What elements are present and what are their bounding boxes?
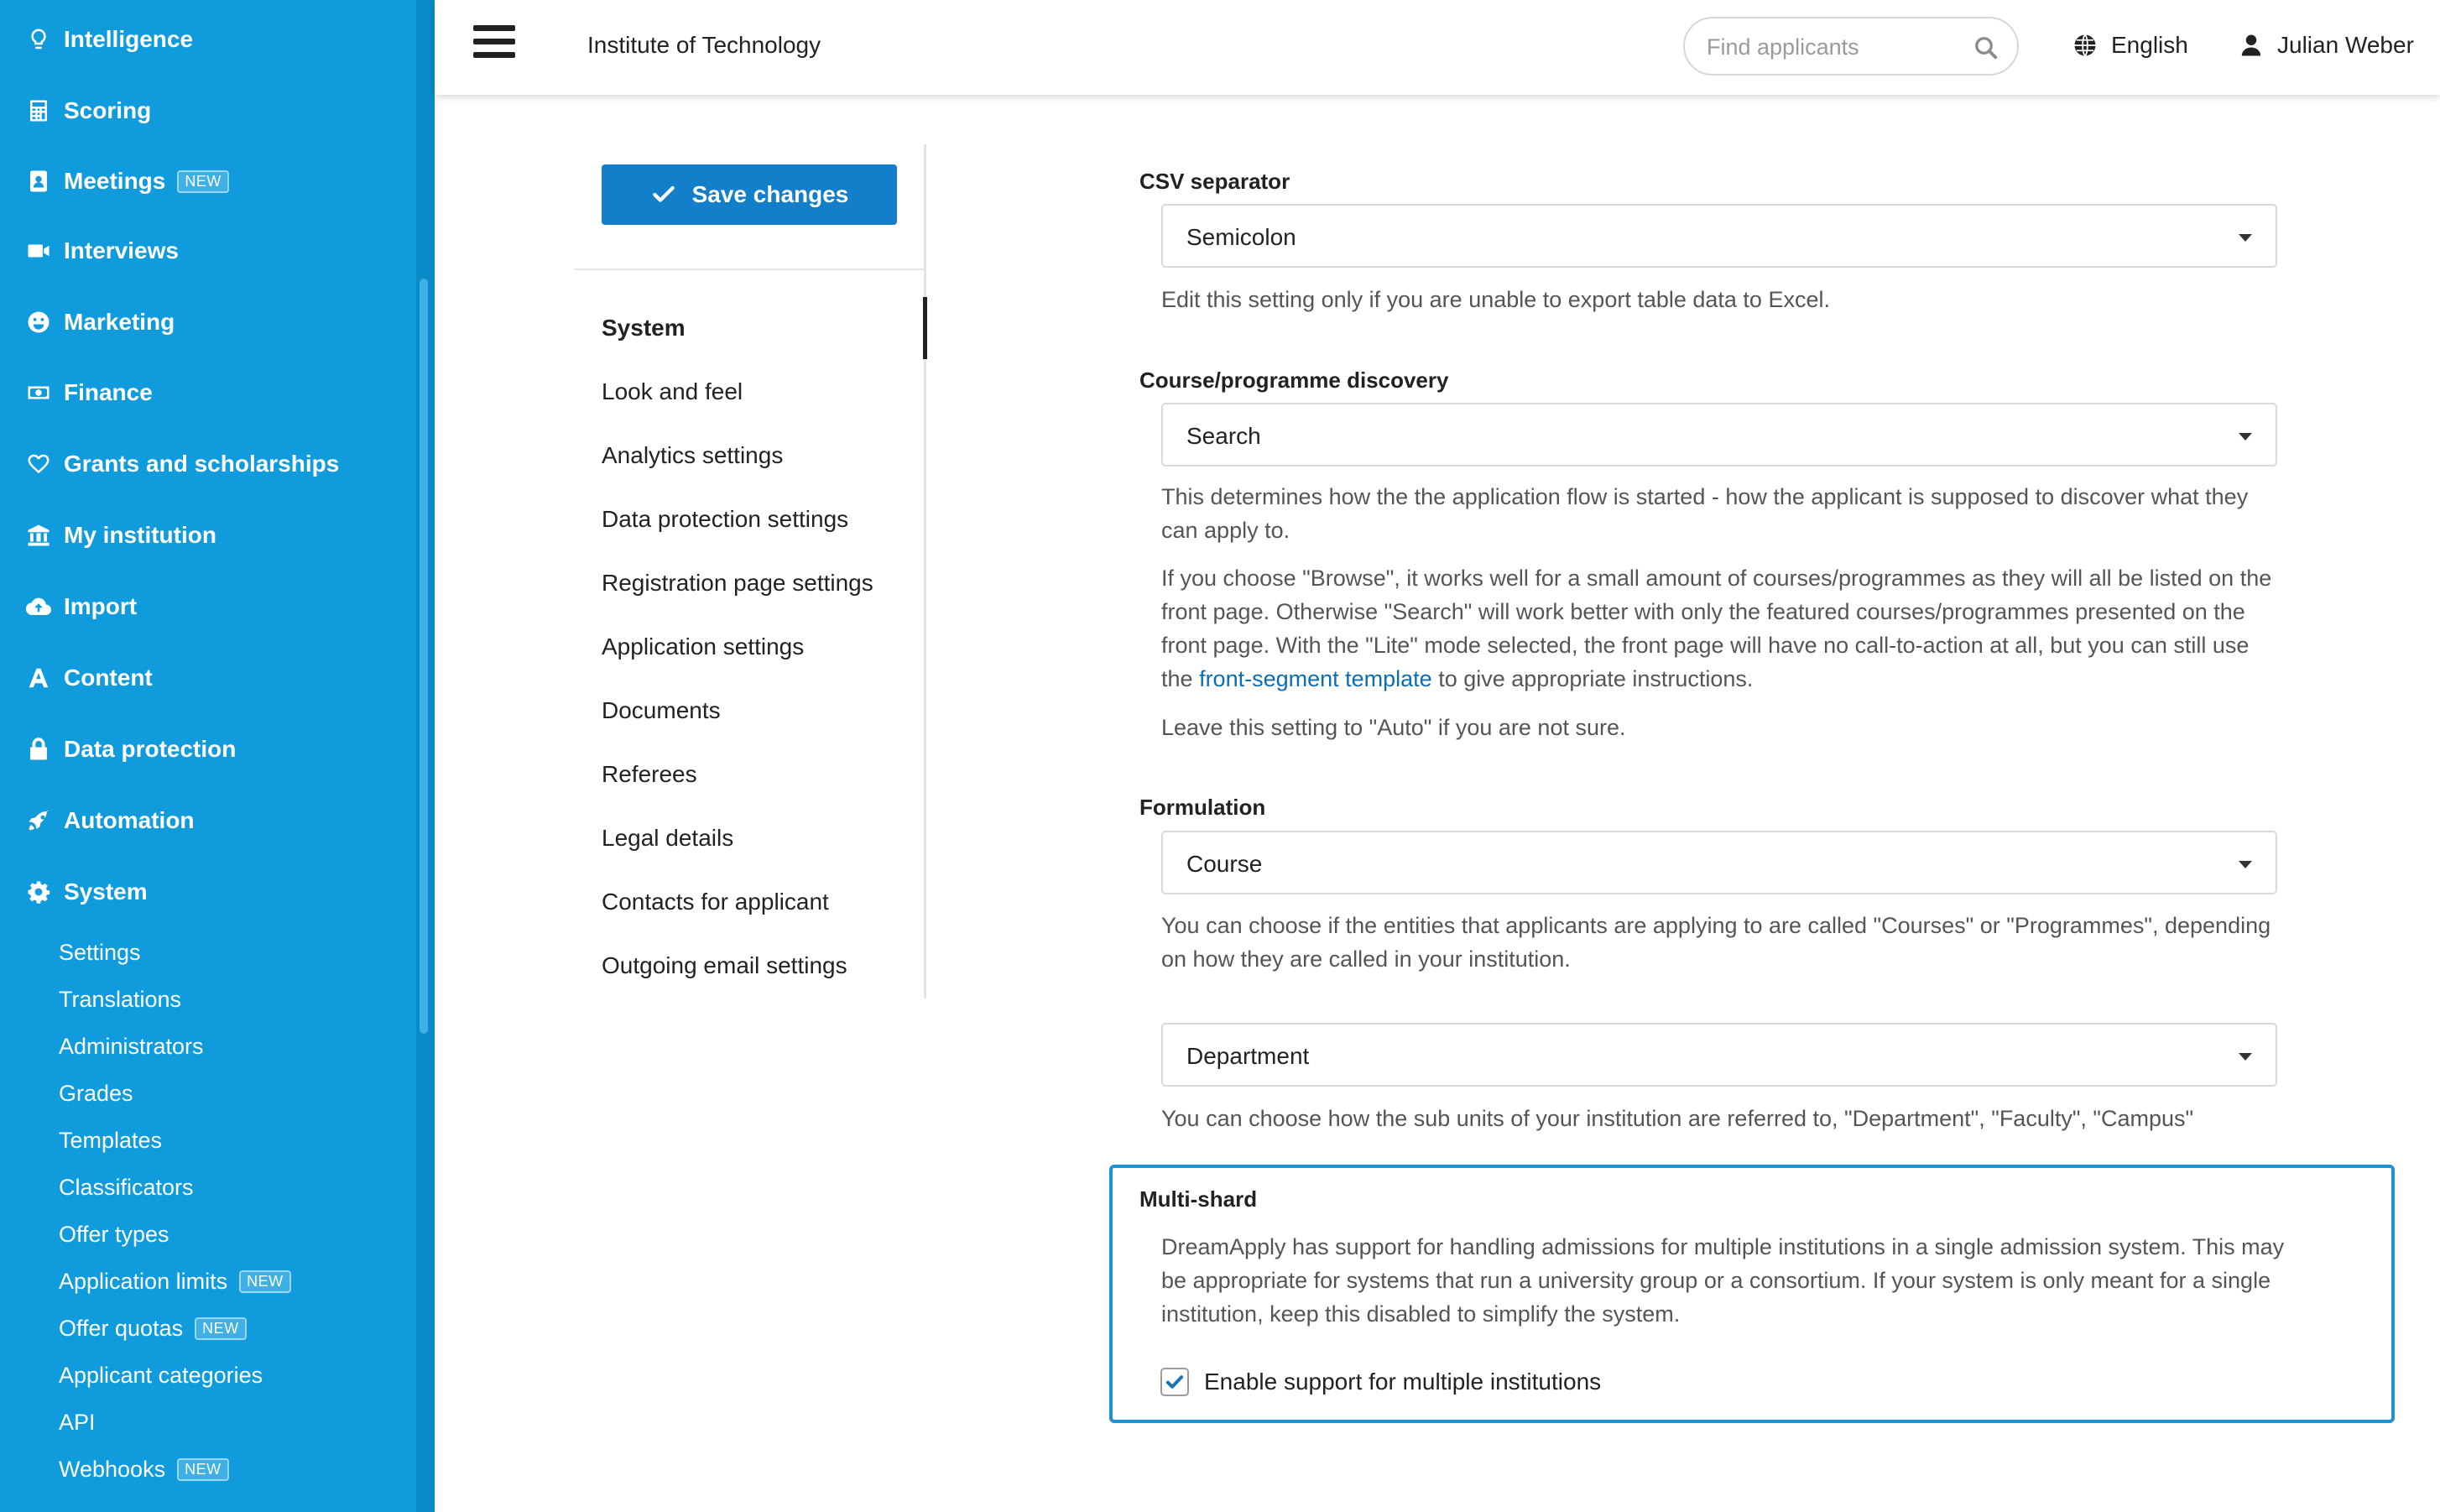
language-label: English	[2111, 32, 2188, 58]
checkmark-icon	[1163, 1370, 1186, 1394]
sidebar-subitem-offer-quotas[interactable]	[59, 1306, 247, 1350]
sidebar-subitem-translations[interactable]	[59, 978, 181, 1021]
sidebar-subitem-label: Offer types	[59, 1221, 169, 1247]
sidebar-item-scoring[interactable]	[23, 86, 151, 136]
caret-down-icon	[2239, 861, 2252, 868]
settings-tab-legal-details[interactable]: Legal details	[602, 825, 734, 851]
user-icon	[2239, 33, 2264, 58]
sidebar-item-meetings[interactable]	[23, 156, 229, 206]
select-value: Semicolon	[1186, 224, 1296, 250]
formulation-select[interactable]	[1161, 831, 2277, 894]
settings-tab-system[interactable]: System	[602, 315, 686, 341]
institution-icon	[23, 520, 54, 550]
sidebar-item-label: Scoring	[64, 97, 152, 123]
sidebar-item-grants[interactable]	[23, 439, 339, 489]
sidebar-subitem-administrators[interactable]	[59, 1025, 204, 1068]
active-indicator	[923, 297, 927, 359]
search-icon[interactable]	[1973, 35, 1999, 60]
sidebar-item-system[interactable]	[23, 867, 148, 917]
globe-icon	[2072, 33, 2098, 58]
sidebar-item-my-institution[interactable]	[23, 510, 216, 560]
sidebar-item-label: Intelligence	[64, 26, 194, 52]
sidebar-subitem-webhooks[interactable]	[59, 1447, 229, 1491]
discovery-help-2	[1161, 561, 2286, 696]
csv-separator-select[interactable]	[1161, 204, 2277, 268]
sidebar-subitem-label: Webhooks	[59, 1456, 166, 1482]
subunit-select[interactable]	[1161, 1023, 2277, 1087]
csv-help-text: Edit this setting only if you are unable to export table data to Excel.	[1161, 287, 1830, 312]
discovery-help-1: This determines how the the application flow is started - how the applicant is supposed to discover what they can apply to.	[1161, 484, 2249, 543]
multiple-institutions-checkbox[interactable]	[1160, 1368, 1189, 1396]
caret-down-icon	[2239, 433, 2252, 441]
sidebar-item-label: Content	[64, 665, 153, 691]
csv-separator-label: CSV separator	[1139, 169, 1290, 194]
contact-card-icon	[23, 166, 54, 196]
sidebar-item-label: Import	[64, 593, 138, 619]
new-badge: NEW	[239, 1270, 291, 1293]
sidebar-subitem-label: Administrators	[59, 1033, 204, 1059]
sidebar-item-automation[interactable]	[23, 795, 195, 846]
sidebar-item-label: Data protection	[64, 736, 237, 762]
subunit-help: You can choose how the sub units of your institution are referred to, "Department", "Faculty", "Campus"	[1161, 1106, 2194, 1131]
settings-tab-contacts[interactable]: Contacts for applicant	[602, 889, 829, 915]
save-changes-button[interactable]	[602, 164, 897, 225]
calculator-icon	[23, 96, 54, 126]
formulation-label: Formulation	[1139, 795, 1266, 820]
top-header	[435, 0, 2440, 95]
sidebar-subitem-application-limits[interactable]	[59, 1259, 291, 1303]
sidebar-subitem-offer-types[interactable]	[59, 1212, 169, 1256]
help-text: If you choose "Browse", it works well for a small amount of courses/programmes as they will all be listed on the front page. Otherwise "Search" will work better with only the featured courses/programmes presented on the front page. With the "Lite" mode selected, the front page will have no call-to-action at all, but you can still use the	[1161, 566, 2272, 691]
discovery-help-3: Leave this setting to "Auto" if you are not sure.	[1161, 715, 1626, 740]
settings-tab-documents[interactable]: Documents	[602, 697, 721, 723]
sidebar-item-finance[interactable]	[23, 368, 153, 418]
sidebar-item-content[interactable]	[23, 653, 153, 703]
smiley-icon	[23, 307, 54, 337]
sidebar-subitem-label: Translations	[59, 986, 182, 1012]
sidebar-subitem-classificators[interactable]	[59, 1165, 194, 1209]
gear-icon	[23, 877, 54, 907]
sidebar-subitem-api[interactable]	[59, 1400, 96, 1444]
sidebar-item-label: Marketing	[64, 309, 175, 335]
caret-down-icon	[2239, 1053, 2252, 1061]
language-selector[interactable]	[2072, 32, 2188, 59]
discovery-label: Course/programme discovery	[1139, 368, 1449, 393]
front-segment-template-link[interactable]: front-segment template	[1199, 666, 1432, 691]
sidebar-subitem-label: API	[59, 1409, 96, 1435]
settings-tab-registration-page[interactable]: Registration page settings	[602, 570, 873, 596]
caret-down-icon	[2239, 234, 2252, 242]
sidebar-item-label: Meetings	[64, 168, 166, 194]
multiple-institutions-checkbox-label[interactable]: Enable support for multiple institutions	[1204, 1369, 1602, 1395]
sidebar-subitem-label: Applicant categories	[59, 1362, 263, 1388]
sidebar-item-label: Automation	[64, 807, 195, 833]
user-name: Julian Weber	[2277, 32, 2414, 58]
sidebar-subitem-label: Classificators	[59, 1174, 194, 1200]
video-camera-icon	[23, 236, 54, 266]
sidebar-subitem-label: Templates	[59, 1127, 163, 1153]
money-bill-icon	[23, 378, 54, 408]
multi-shard-label: Multi-shard	[1139, 1186, 1258, 1212]
divider	[924, 144, 926, 998]
lightbulb-icon	[23, 24, 54, 55]
search-input[interactable]	[1707, 30, 1958, 64]
settings-tab-outgoing-email[interactable]: Outgoing email settings	[602, 952, 847, 978]
settings-tab-look-and-feel[interactable]: Look and feel	[602, 378, 743, 404]
sidebar-item-label: Interviews	[64, 237, 179, 263]
font-icon	[23, 663, 54, 693]
divider	[574, 269, 926, 270]
sidebar-item-label: Finance	[64, 379, 153, 405]
discovery-select[interactable]	[1161, 403, 2277, 467]
save-changes-label: Save changes	[691, 181, 849, 207]
sidebar-item-label: System	[64, 879, 148, 905]
sidebar-item-label: My institution	[64, 522, 216, 548]
sidebar-subitem-label: Grades	[59, 1080, 133, 1106]
sidebar-subitem-label: Offer quotas	[59, 1315, 184, 1341]
settings-tab-referees[interactable]: Referees	[602, 761, 697, 787]
sidebar-item-marketing[interactable]	[23, 297, 175, 347]
sidebar-item-import[interactable]	[23, 581, 137, 632]
institution-title: Institute of Technology	[587, 32, 821, 58]
multi-shard-help: DreamApply has support for handling admissions for multiple institutions in a single admission system. This may be appropriate for systems that run a university group or a consortium. If your system is only meant for a single institution, keep this disabled to simplify the system.	[1161, 1234, 2285, 1327]
help-text: to give appropriate instructions.	[1438, 666, 1754, 691]
select-value: Course	[1186, 851, 1263, 877]
formulation-help: You can choose if the entities that applicants are applying to are called "Courses" or "Programmes", depending on how they are called in your institution.	[1161, 913, 2271, 972]
select-value: Search	[1186, 423, 1261, 449]
sidebar-subitem-settings[interactable]	[59, 931, 141, 974]
sidebar-subitem-label: Settings	[59, 939, 141, 965]
sidebar-subitem-label: Application limits	[59, 1268, 228, 1294]
sidebar-scrollbar[interactable]	[420, 279, 428, 1034]
new-badge: NEW	[177, 1458, 229, 1481]
sidebar-subitem-grades[interactable]	[59, 1071, 133, 1115]
cloud-upload-icon	[23, 592, 54, 622]
sidebar-item-interviews[interactable]	[23, 226, 179, 276]
sidebar-item-label: Grants and scholarships	[64, 451, 340, 477]
sidebar-subitem-applicant-categories[interactable]	[59, 1353, 263, 1397]
heart-icon	[23, 449, 54, 479]
settings-tab-analytics[interactable]: Analytics settings	[602, 442, 784, 468]
checkmark-icon	[650, 181, 677, 208]
new-badge: NEW	[177, 170, 229, 193]
select-value: Department	[1186, 1043, 1310, 1069]
lock-icon	[23, 734, 54, 764]
new-badge: NEW	[195, 1317, 247, 1340]
sidebar-item-data-protection[interactable]	[23, 724, 236, 774]
hamburger-menu-icon[interactable]	[473, 25, 515, 62]
sidebar-subitem-templates[interactable]	[59, 1118, 162, 1162]
sidebar-item-intelligence[interactable]	[23, 14, 193, 65]
settings-tab-application[interactable]: Application settings	[602, 633, 805, 660]
rocket-icon	[23, 806, 54, 836]
settings-tab-data-protection[interactable]: Data protection settings	[602, 506, 849, 532]
user-menu[interactable]	[2239, 32, 2414, 59]
sidebar	[0, 0, 435, 1512]
applicant-search	[1683, 17, 2019, 76]
